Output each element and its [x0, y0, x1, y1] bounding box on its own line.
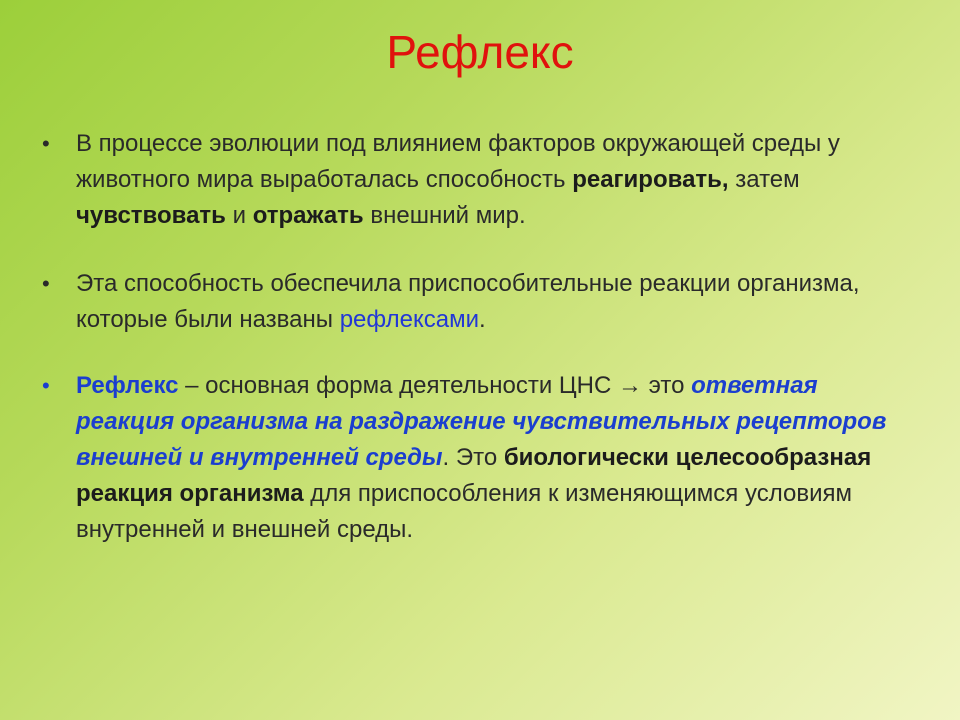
bullet-dot-icon: • [42, 373, 50, 398]
bullet-text: внешний мир. [363, 202, 526, 229]
bullet-text: затем [728, 166, 800, 193]
bullet-text: . Это [442, 444, 504, 471]
bullet-text: для приспособления к изменяющимся условиям внутренней и внешней среды. [76, 480, 852, 543]
bullet-text: . [478, 306, 486, 333]
bullet-text: – основная форма деятельности ЦНС → это [178, 372, 692, 399]
bullet-text: В процессе эволюции под влиянием факторов окружающей среды у животного мира выработалась способность [76, 130, 840, 193]
bullet-text: Эта способность обеспечила приспособительные реакции организма, которые были названы [76, 270, 860, 333]
bold-term-feel: чувствовать [76, 202, 226, 229]
bold-term-react: реагировать, [572, 166, 729, 193]
bullet-item-evolution [40, 126, 920, 234]
bullet-list [40, 126, 920, 548]
bold-term-reflect: отражать [252, 202, 364, 229]
reflex-term: Рефлекс [76, 372, 179, 399]
bullet-dot-icon: • [42, 271, 50, 296]
bullet-item-ability [40, 266, 920, 338]
bold-phrase: биологически целесообразная реакция организма [76, 444, 872, 507]
reflexes-term: рефлексами [339, 306, 479, 333]
bullet-item-definition [40, 368, 920, 548]
definition-text: ответная реакция организма на раздражение чувствительных рецепторов внешней и внутренней среды [76, 372, 887, 471]
bullet-text: и [225, 202, 253, 229]
bullet-dot-icon: • [42, 131, 50, 156]
slide-title: Рефлекс [386, 26, 574, 78]
